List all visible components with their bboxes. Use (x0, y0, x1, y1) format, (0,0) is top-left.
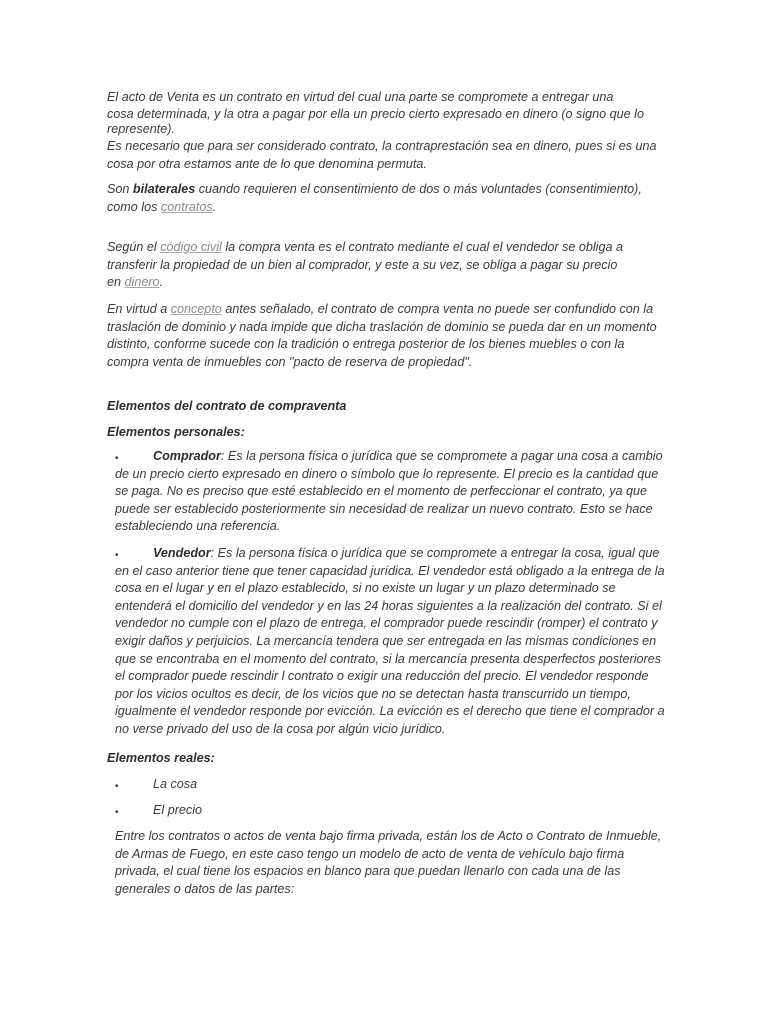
text-line (107, 199, 642, 217)
text-line: puede ser establecido posteriormente sin necesidad de realizar un nuevo contrato. Esto se hace (115, 501, 653, 516)
text-run: : Es la persona física o jurídica que se compromete a pagar una cosa a cambio (220, 449, 663, 463)
text-line: que se encontraba en el momento del contrato, si la mercancía presenta desperfectos posteriores (115, 651, 662, 666)
bullet-icon: • (115, 453, 119, 464)
text-line (115, 545, 665, 563)
text-line (107, 301, 657, 319)
comprador-term: Comprador (153, 449, 221, 463)
text-line: por los vicios ocultos es decir, de los vicios que no se detectan hasta transcurrido un tiempo, (115, 686, 631, 701)
bilaterales-term: bilaterales (132, 182, 196, 196)
text-line: el comprador puede rescindir l contrato o exigir una reducción del precio. El vendedor responde (115, 669, 649, 684)
text-line: se paga. No es preciso que esté establecido en el momento de perfeccionar el contrato, ya que (115, 484, 648, 499)
concepto-link[interactable]: concepto (170, 302, 222, 316)
text-line: de un precio cierto expresado en dinero o símbolo que lo represente. El precio es la cantidad que (115, 466, 659, 481)
text-run: Son (107, 182, 133, 196)
text-line: cosa en el lugar y en el plazo establecido, si no existe un lugar y un plazo determinado se (115, 581, 616, 596)
vendedor-item (115, 545, 665, 739)
codigo-civil-link[interactable]: código civil (160, 240, 222, 254)
vendedor-term: Vendedor (153, 546, 211, 560)
text-line: distinto, conforme sucede con la tradición o entrega posterior de los bienes muebles o con la (107, 337, 625, 352)
text-line: de Armas de Fuego, en este caso tengo un modelo de acto de venta de vehículo bajo firma (115, 846, 625, 861)
subsection-heading-reales: Elementos reales: (107, 751, 215, 765)
text-line (107, 274, 623, 292)
text-line: estableciendo una referencia. (115, 519, 281, 534)
necesario-paragraph (107, 138, 657, 173)
text-run: . (159, 275, 164, 290)
text-run: como los (107, 199, 161, 214)
text-run: cuando requieren el consentimiento de dos o más voluntades (consentimiento), (195, 182, 642, 196)
virtud-paragraph (107, 301, 657, 371)
segun-paragraph (107, 239, 623, 292)
text-line: generales o datos de las partes: (115, 881, 295, 896)
section-heading: Elementos del contrato de compraventa (107, 399, 347, 413)
text-line: vendedor no cumple con el plazo de entrega, el comprador puede rescindir (romper) el contrato y (115, 616, 658, 631)
bullet-icon: • (115, 781, 119, 792)
text-line: privada, el cual tiene los espacios en blanco para que puedan llenarlo con cada una de las (115, 864, 621, 879)
text-line (115, 448, 663, 466)
text-run: . (212, 199, 217, 214)
bilaterales-paragraph (107, 181, 642, 216)
bullet-icon: • (115, 550, 119, 561)
list-item-precio: El precio (153, 803, 202, 817)
bullet-icon: • (115, 807, 119, 818)
text-run: en (107, 275, 125, 290)
text-run: En virtud a (107, 302, 171, 316)
text-run: : Es la persona física o jurídica que se compromete a entregar la cosa, igual que (210, 546, 660, 560)
text-line (107, 239, 623, 257)
text-line: transferir la propiedad de un bien al comprador, y este a su vez, se obliga a pagar su precio (107, 257, 618, 272)
text-run: antes señalado, el contrato de compra venta no puede ser confundido con la (221, 302, 654, 316)
comprador-item (115, 448, 663, 536)
text-line: cosa determinada, y la otra a pagar por ella un precio cierto expresado en dinero (o signo que lo (107, 106, 644, 121)
text-line: cosa por otra estamos ante de lo que denomina permuta. (107, 156, 427, 171)
text-line: Entre los contratos o actos de venta bajo firma privada, están los de Acto o Contrato de Inmueble, (115, 829, 662, 843)
entre-paragraph (115, 828, 661, 898)
text-line: igualmente el vendedor responde por evicción. La evicción es el derecho que tiene el comprador a (115, 704, 665, 719)
text-line: no verse privado del uso de la cosa por algún vicio jurídico. (115, 721, 446, 736)
text-line: compra venta de inmuebles con "pacto de reserva de propiedad". (107, 354, 473, 369)
text-line: entenderá el domicilio del vendedor y en las 24 horas siguientes a la realización del contrato. Si el (115, 598, 662, 613)
dinero-link[interactable]: dinero (124, 275, 160, 290)
list-item-cosa: La cosa (153, 777, 198, 791)
text-line: El acto de Venta es un contrato en virtud del cual una parte se compromete a entregar una (107, 90, 614, 104)
text-line: exigir daños y perjuicios. La mercancía tendera que ser entregada en las mismas condiciones en (115, 633, 657, 648)
subsection-heading-personales: Elementos personales: (107, 425, 245, 439)
text-run: la compra venta es el contrato mediante el cual el vendedor se obliga a (221, 240, 623, 254)
text-run: Según el (107, 240, 161, 254)
text-line: en el caso anterior tiene que tener capacidad jurídica. El vendedor está obligado a la entrega de la (115, 563, 665, 578)
text-line: Es necesario que para ser considerado contrato, la contraprestación sea en dinero, pues si es una (107, 139, 657, 153)
text-line: represente). (107, 122, 175, 137)
contratos-link[interactable]: contratos (160, 199, 213, 214)
text-line (107, 181, 642, 199)
text-line: traslación de dominio y nada impide que dicha traslación de dominio se pueda dar en un momento (107, 319, 657, 334)
intro-paragraph (107, 89, 644, 139)
